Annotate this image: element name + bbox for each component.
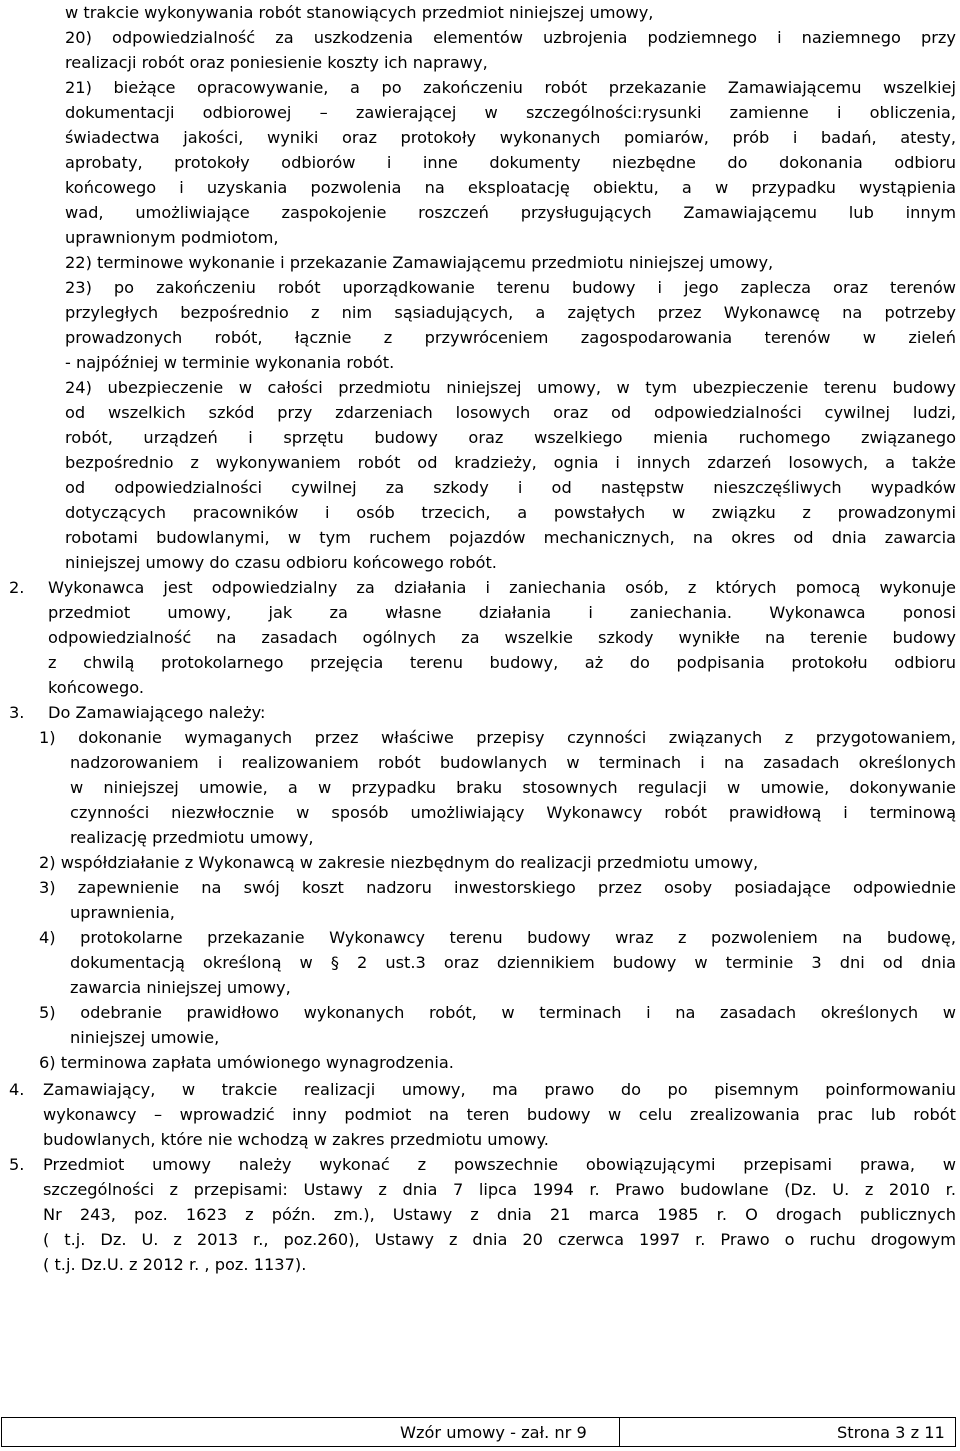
text-line: 6) terminowa zapłata umówionego wynagrodzenia. <box>39 1053 454 1072</box>
text-line: uprawnienia, <box>70 903 175 922</box>
section-number: 4. <box>9 1080 25 1099</box>
text-line: odpowiedzialność na zasadach ogólnych za wszelkie szkody wynikłe na terenie budowy <box>48 628 956 647</box>
text-line: Nr 243, poz. 1623 z późn. zm.), Ustawy z dnia 21 marca 1985 r. O drogach publicznych <box>43 1205 956 1224</box>
text-line: uprawnionym podmiotom, <box>65 228 279 247</box>
text-line: 23) po zakończeniu robót uporządkowanie terenu budowy i jego zaplecza oraz terenów <box>65 278 956 297</box>
section-number: 3. <box>9 703 25 722</box>
footer-document-label: Wzór umowy - zał. nr 9 <box>400 1423 587 1442</box>
text-line: w niniejszej umowie, a w przypadku braku stosownych regulacji w umowie, dokonywanie <box>70 778 956 797</box>
text-line: od odpowiedzialności cywilnej za szkody i od następstw nieszczęśliwych wypadków <box>65 478 956 497</box>
footer-page-number: Strona 3 z 11 <box>837 1423 945 1442</box>
text-line: dokumentacji odbiorowej – zawierającej w szczególności:rysunki zamienne i obliczenia, <box>65 103 956 122</box>
text-line: Wykonawca jest odpowiedzialny za działania i zaniechania osób, z których pomocą wykonuje <box>48 578 956 597</box>
text-line: robót, urządzeń i sprzętu budowy oraz wszelkiego mienia ruchomego związanego <box>65 428 956 447</box>
section-number: 2. <box>9 578 25 597</box>
text-line: 20) odpowiedzialność za uszkodzenia elementów uzbrojenia podziemnego i naziemnego przy <box>65 28 956 47</box>
page-footer <box>1 1417 956 1447</box>
text-line: dokumentacją określoną w § 2 ust.3 oraz dziennikiem budowy w terminie 3 dni od dnia <box>70 953 956 972</box>
text-line: przyległych bezpośrednio z nim sąsiadujących, a zajętych przez Wykonawcę na potrzeby <box>65 303 956 322</box>
text-line: 2) współdziałanie z Wykonawcą w zakresie niezbędnym do realizacji przedmiotu umowy, <box>39 853 759 872</box>
text-line: 1) dokonanie wymaganych przez właściwe przepisy czynności związanych z przygotowaniem, <box>39 728 956 747</box>
text-line: Zamawiający, w trakcie realizacji umowy, ma prawo do po pisemnym poinformowaniu <box>43 1080 956 1099</box>
text-line: przedmiot umowy, jak za własne działania i zaniechania. Wykonawca ponosi <box>48 603 956 622</box>
text-line: zawarcia niniejszej umowy, <box>70 978 291 997</box>
text-line: 22) terminowe wykonanie i przekazanie Zamawiającemu przedmiotu niniejszej umowy, <box>65 253 774 272</box>
text-line: ( t.j. Dz. U. z 2013 r., poz.260), Ustawy z dnia 20 czerwca 1997 r. Prawo o ruchu drogowym <box>43 1230 956 1249</box>
text-line: - najpóźniej w terminie wykonania robót. <box>65 353 395 372</box>
text-line: niniejszej umowy do czasu odbioru końcowego robót. <box>65 553 497 572</box>
text-line: 5) odebranie prawidłowo wykonanych robót, w terminach i na zasadach określonych w <box>39 1003 956 1022</box>
text-line: 4) protokolarne przekazanie Wykonawcy terenu budowy wraz z pozwoleniem na budowę, <box>39 928 956 947</box>
text-line: końcowego i uzyskania pozwolenia na eksploatację obiektu, a w przypadku wystąpienia <box>65 178 956 197</box>
text-line: w trakcie wykonywania robót stanowiących przedmiot niniejszej umowy, <box>65 3 654 22</box>
text-line: 21) bieżące opracowywanie, a po zakończeniu robót przekazanie Zamawiającemu wszelkiej <box>65 78 956 97</box>
text-line: końcowego. <box>48 678 145 697</box>
text-line: szczególności z przepisami: Ustawy z dnia 7 lipca 1994 r. Prawo budowlane (Dz. U. z 2010 r. <box>43 1180 956 1199</box>
section-number: 5. <box>9 1155 25 1174</box>
text-line: bezpośrednio z wykonywaniem robót od kradzieży, ognia i innych zdarzeń losowych, a także <box>65 453 956 472</box>
text-line: prowadzonych robót, łącznie z przywróceniem zagospodarowania terenów w zieleń <box>65 328 956 347</box>
text-line: świadectwa jakości, wyniki oraz protokoły wykonanych pomiarów, prób i badań, atesty, <box>65 128 956 147</box>
text-line: od wszelkich szkód przy zdarzeniach losowych oraz od odpowiedzialności cywilnej ludzi, <box>65 403 956 422</box>
text-line: realizację przedmiotu umowy, <box>70 828 314 847</box>
text-line: ( t.j. Dz.U. z 2012 r. , poz. 1137). <box>43 1255 307 1274</box>
text-line: czynności niezwłocznie w sposób umożliwiający Wykonawcy robót prawidłową i terminową <box>70 803 956 822</box>
text-line: niniejszej umowie, <box>70 1028 220 1047</box>
text-line: 24) ubezpieczenie w całości przedmiotu niniejszej umowy, w tym ubezpieczenie terenu budowy <box>65 378 956 397</box>
text-line: 3) zapewnienie na swój koszt nadzoru inwestorskiego przez osoby posiadające odpowiednie <box>39 878 956 897</box>
text-line: Do Zamawiającego należy: <box>48 703 266 722</box>
text-line: nadzorowaniem i realizowaniem robót budowlanych w terminach i na zasadach określonych <box>70 753 956 772</box>
text-line: dotyczących pracowników i osób trzecich, a powstałych w związku z prowadzonymi <box>65 503 956 522</box>
text-line: realizacji robót oraz poniesienie koszty ich naprawy, <box>65 53 488 72</box>
text-line: wykonawcy – wprowadzić inny podmiot na teren budowy w celu zrealizowania prac lub robót <box>43 1105 956 1124</box>
text-line: budowlanych, które nie wchodzą w zakres przedmiotu umowy. <box>43 1130 549 1149</box>
text-line: robotami budowlanymi, w tym ruchem pojazdów mechanicznych, na okres od dnia zawarcia <box>65 528 956 547</box>
footer-divider <box>619 1418 620 1446</box>
text-line: aprobaty, protokoły odbiorów i inne dokumenty niezbędne do dokonania odbioru <box>65 153 956 172</box>
text-line: Przedmiot umowy należy wykonać z powszechnie obowiązującymi przepisami prawa, w <box>43 1155 956 1174</box>
text-line: wad, umożliwiające zaspokojenie roszczeń przysługujących Zamawiającemu lub innym <box>65 203 956 222</box>
text-line: z chwilą protokolarnego przejęcia terenu budowy, aż do podpisania protokołu odbioru <box>48 653 956 672</box>
